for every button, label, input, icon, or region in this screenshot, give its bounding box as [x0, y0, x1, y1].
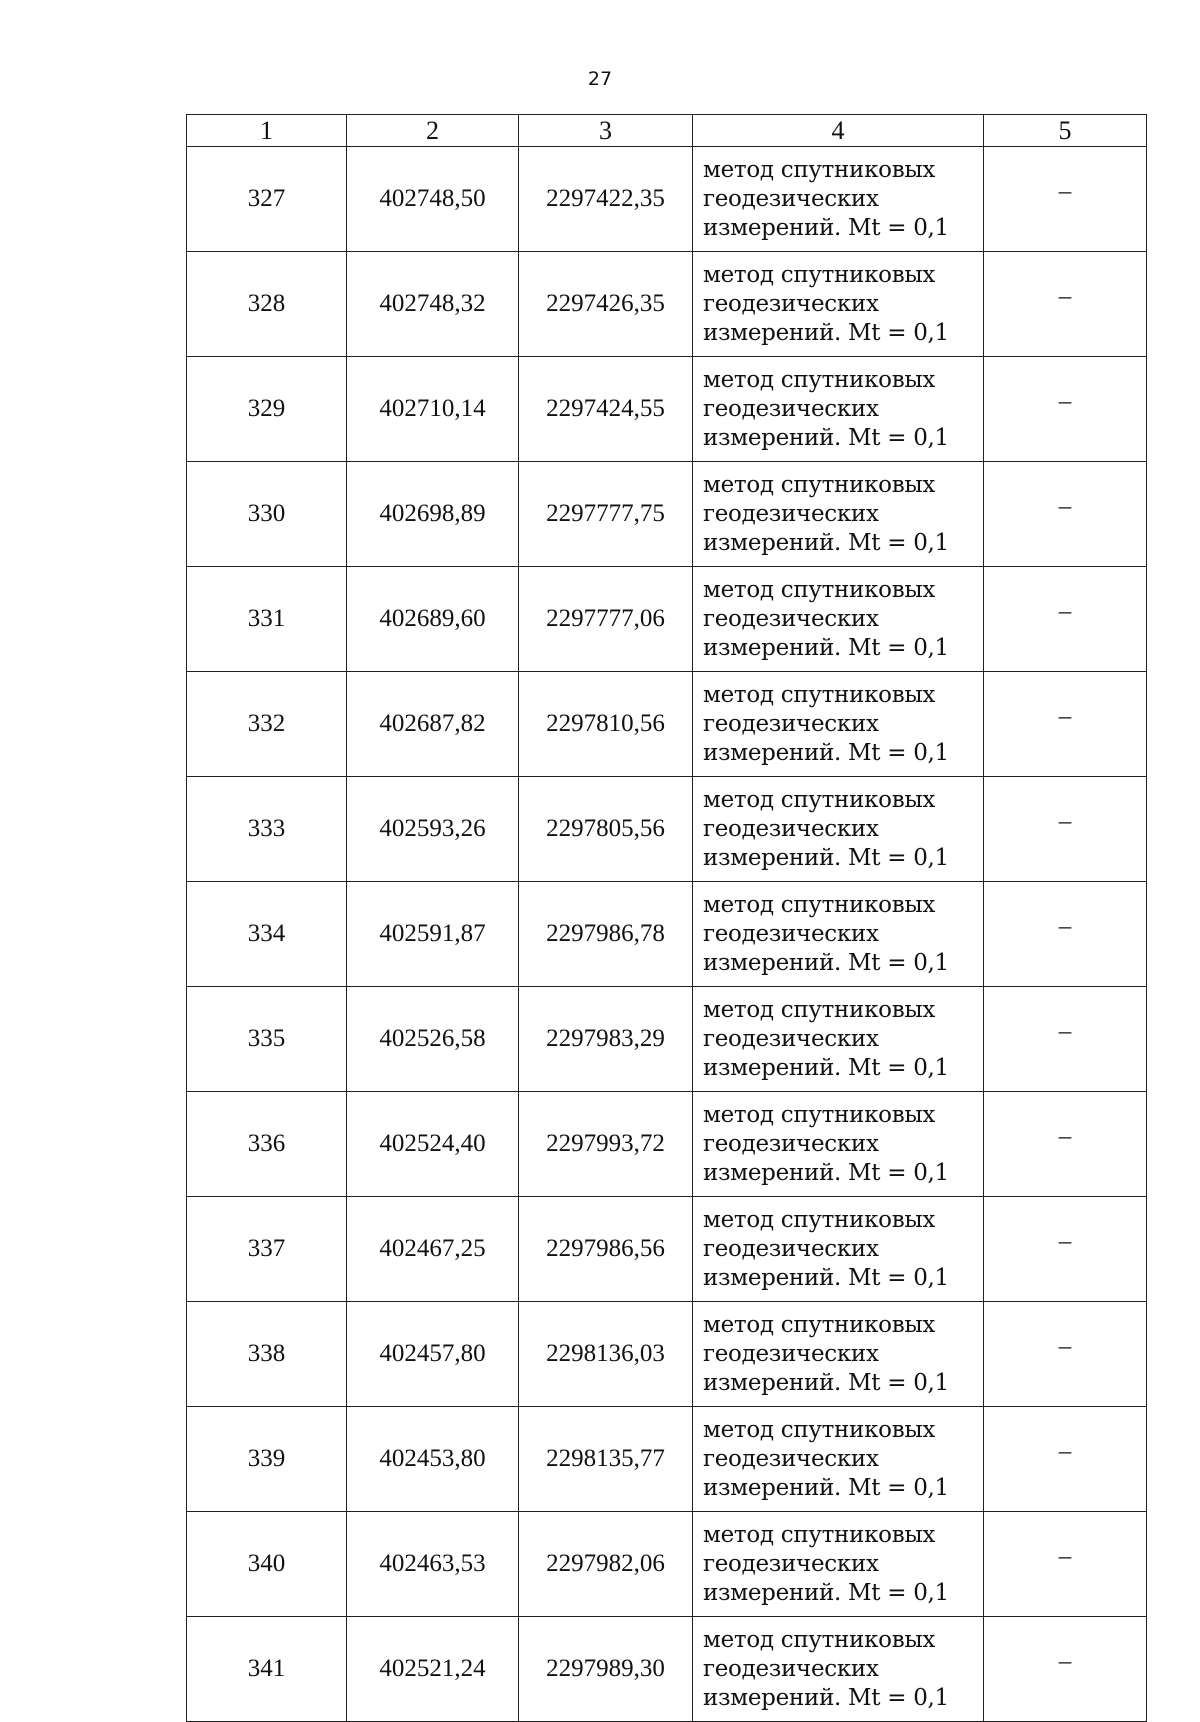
method-line: измерений. Mt = 0,1	[703, 1264, 949, 1291]
point-number-cell: 332	[187, 672, 347, 777]
method-line: метод спутниковых	[703, 786, 936, 813]
y-coordinate-cell: 2297983,29	[519, 987, 693, 1092]
table-row	[187, 1407, 1147, 1512]
method-line: измерений. Mt = 0,1	[703, 634, 949, 661]
point-number-cell: 327	[187, 147, 347, 252]
method-line: измерений. Mt = 0,1	[703, 529, 949, 556]
point-number-cell: 335	[187, 987, 347, 1092]
method-line: геодезических	[703, 1235, 879, 1262]
method-line: измерений. Mt = 0,1	[703, 1369, 949, 1396]
method-cell	[693, 882, 984, 987]
note-cell: –	[984, 147, 1147, 252]
note-cell: –	[984, 252, 1147, 357]
x-coordinate-cell: 402748,50	[347, 147, 519, 252]
method-cell	[693, 462, 984, 567]
y-coordinate-cell: 2298135,77	[519, 1407, 693, 1512]
method-cell	[693, 252, 984, 357]
coordinates-table	[186, 114, 1147, 1722]
x-coordinate-cell: 402457,80	[347, 1302, 519, 1407]
y-coordinate-cell: 2297993,72	[519, 1092, 693, 1197]
method-line: метод спутниковых	[703, 1626, 936, 1653]
x-coordinate-cell: 402687,82	[347, 672, 519, 777]
method-line: геодезических	[703, 605, 879, 632]
table-row	[187, 567, 1147, 672]
method-line: измерений. Mt = 0,1	[703, 1159, 949, 1186]
x-coordinate-cell: 402521,24	[347, 1617, 519, 1722]
x-coordinate-cell: 402591,87	[347, 882, 519, 987]
point-number-cell: 340	[187, 1512, 347, 1617]
method-line: метод спутниковых	[703, 366, 936, 393]
y-coordinate-cell: 2297986,78	[519, 882, 693, 987]
table-row	[187, 147, 1147, 252]
method-line: измерений. Mt = 0,1	[703, 214, 949, 241]
x-coordinate-cell: 402593,26	[347, 777, 519, 882]
method-cell	[693, 567, 984, 672]
x-coordinate-cell: 402463,53	[347, 1512, 519, 1617]
table-row	[187, 777, 1147, 882]
method-cell	[693, 1197, 984, 1302]
table-row	[187, 462, 1147, 567]
point-number-cell: 328	[187, 252, 347, 357]
method-line: геодезических	[703, 290, 879, 317]
x-coordinate-cell: 402524,40	[347, 1092, 519, 1197]
method-line: метод спутниковых	[703, 156, 936, 183]
method-line: измерений. Mt = 0,1	[703, 844, 949, 871]
note-cell: –	[984, 672, 1147, 777]
note-cell: –	[984, 567, 1147, 672]
table-row	[187, 1197, 1147, 1302]
x-coordinate-cell: 402453,80	[347, 1407, 519, 1512]
note-cell: –	[984, 882, 1147, 987]
header-col-1: 1	[187, 115, 347, 147]
method-line: метод спутниковых	[703, 576, 936, 603]
header-col-2: 2	[347, 115, 519, 147]
x-coordinate-cell: 402689,60	[347, 567, 519, 672]
y-coordinate-cell: 2297422,35	[519, 147, 693, 252]
table-row	[187, 672, 1147, 777]
method-line: геодезических	[703, 710, 879, 737]
page-number: 27	[587, 68, 613, 90]
method-cell	[693, 1512, 984, 1617]
method-line: метод спутниковых	[703, 681, 936, 708]
x-coordinate-cell: 402467,25	[347, 1197, 519, 1302]
method-line: геодезических	[703, 395, 879, 422]
point-number-cell: 330	[187, 462, 347, 567]
y-coordinate-cell: 2297989,30	[519, 1617, 693, 1722]
note-cell: –	[984, 1092, 1147, 1197]
method-cell	[693, 1092, 984, 1197]
method-line: геодезических	[703, 1550, 879, 1577]
method-line: геодезических	[703, 185, 879, 212]
y-coordinate-cell: 2297986,56	[519, 1197, 693, 1302]
point-number-cell: 331	[187, 567, 347, 672]
method-line: метод спутниковых	[703, 891, 936, 918]
table-row	[187, 1512, 1147, 1617]
note-cell: –	[984, 987, 1147, 1092]
method-line: геодезических	[703, 1340, 879, 1367]
y-coordinate-cell: 2297805,56	[519, 777, 693, 882]
note-cell: –	[984, 1407, 1147, 1512]
y-coordinate-cell: 2297424,55	[519, 357, 693, 462]
method-line: геодезических	[703, 1655, 879, 1682]
x-coordinate-cell: 402698,89	[347, 462, 519, 567]
table-body	[187, 147, 1147, 1722]
header-col-4: 4	[693, 115, 984, 147]
method-line: геодезических	[703, 500, 879, 527]
header-col-5: 5	[984, 115, 1147, 147]
y-coordinate-cell: 2297426,35	[519, 252, 693, 357]
note-cell: –	[984, 1617, 1147, 1722]
table-row	[187, 357, 1147, 462]
note-cell: –	[984, 1197, 1147, 1302]
method-line: измерений. Mt = 0,1	[703, 1684, 949, 1711]
method-cell	[693, 672, 984, 777]
point-number-cell: 329	[187, 357, 347, 462]
method-cell	[693, 147, 984, 252]
method-line: измерений. Mt = 0,1	[703, 1474, 949, 1501]
y-coordinate-cell: 2297777,75	[519, 462, 693, 567]
table-row	[187, 1302, 1147, 1407]
method-line: геодезических	[703, 815, 879, 842]
method-line: измерений. Mt = 0,1	[703, 949, 949, 976]
table-row	[187, 987, 1147, 1092]
method-line: метод спутниковых	[703, 1101, 936, 1128]
note-cell: –	[984, 357, 1147, 462]
method-cell	[693, 1617, 984, 1722]
method-line: геодезических	[703, 920, 879, 947]
note-cell: –	[984, 1302, 1147, 1407]
note-cell: –	[984, 777, 1147, 882]
method-line: метод спутниковых	[703, 1311, 936, 1338]
method-line: метод спутниковых	[703, 1521, 936, 1548]
method-cell	[693, 1302, 984, 1407]
method-line: метод спутниковых	[703, 996, 936, 1023]
method-cell	[693, 777, 984, 882]
point-number-cell: 333	[187, 777, 347, 882]
method-line: метод спутниковых	[703, 471, 936, 498]
table-row	[187, 1617, 1147, 1722]
point-number-cell: 338	[187, 1302, 347, 1407]
y-coordinate-cell: 2297777,06	[519, 567, 693, 672]
method-line: метод спутниковых	[703, 1416, 936, 1443]
point-number-cell: 336	[187, 1092, 347, 1197]
table-row	[187, 252, 1147, 357]
header-col-3: 3	[519, 115, 693, 147]
table-row	[187, 882, 1147, 987]
point-number-cell: 337	[187, 1197, 347, 1302]
y-coordinate-cell: 2297982,06	[519, 1512, 693, 1617]
method-line: метод спутниковых	[703, 1206, 936, 1233]
method-line: измерений. Mt = 0,1	[703, 1054, 949, 1081]
method-line: метод спутниковых	[703, 261, 936, 288]
point-number-cell: 339	[187, 1407, 347, 1512]
method-cell	[693, 1407, 984, 1512]
method-line: геодезических	[703, 1130, 879, 1157]
point-number-cell: 341	[187, 1617, 347, 1722]
y-coordinate-cell: 2298136,03	[519, 1302, 693, 1407]
x-coordinate-cell: 402748,32	[347, 252, 519, 357]
table-row	[187, 1092, 1147, 1197]
x-coordinate-cell: 402710,14	[347, 357, 519, 462]
note-cell: –	[984, 462, 1147, 567]
method-line: геодезических	[703, 1445, 879, 1472]
method-line: измерений. Mt = 0,1	[703, 1579, 949, 1606]
method-line: геодезических	[703, 1025, 879, 1052]
method-cell	[693, 357, 984, 462]
table-header-row	[187, 115, 1147, 147]
note-cell: –	[984, 1512, 1147, 1617]
method-line: измерений. Mt = 0,1	[703, 739, 949, 766]
method-cell	[693, 987, 984, 1092]
x-coordinate-cell: 402526,58	[347, 987, 519, 1092]
y-coordinate-cell: 2297810,56	[519, 672, 693, 777]
method-line: измерений. Mt = 0,1	[703, 319, 949, 346]
point-number-cell: 334	[187, 882, 347, 987]
method-line: измерений. Mt = 0,1	[703, 424, 949, 451]
